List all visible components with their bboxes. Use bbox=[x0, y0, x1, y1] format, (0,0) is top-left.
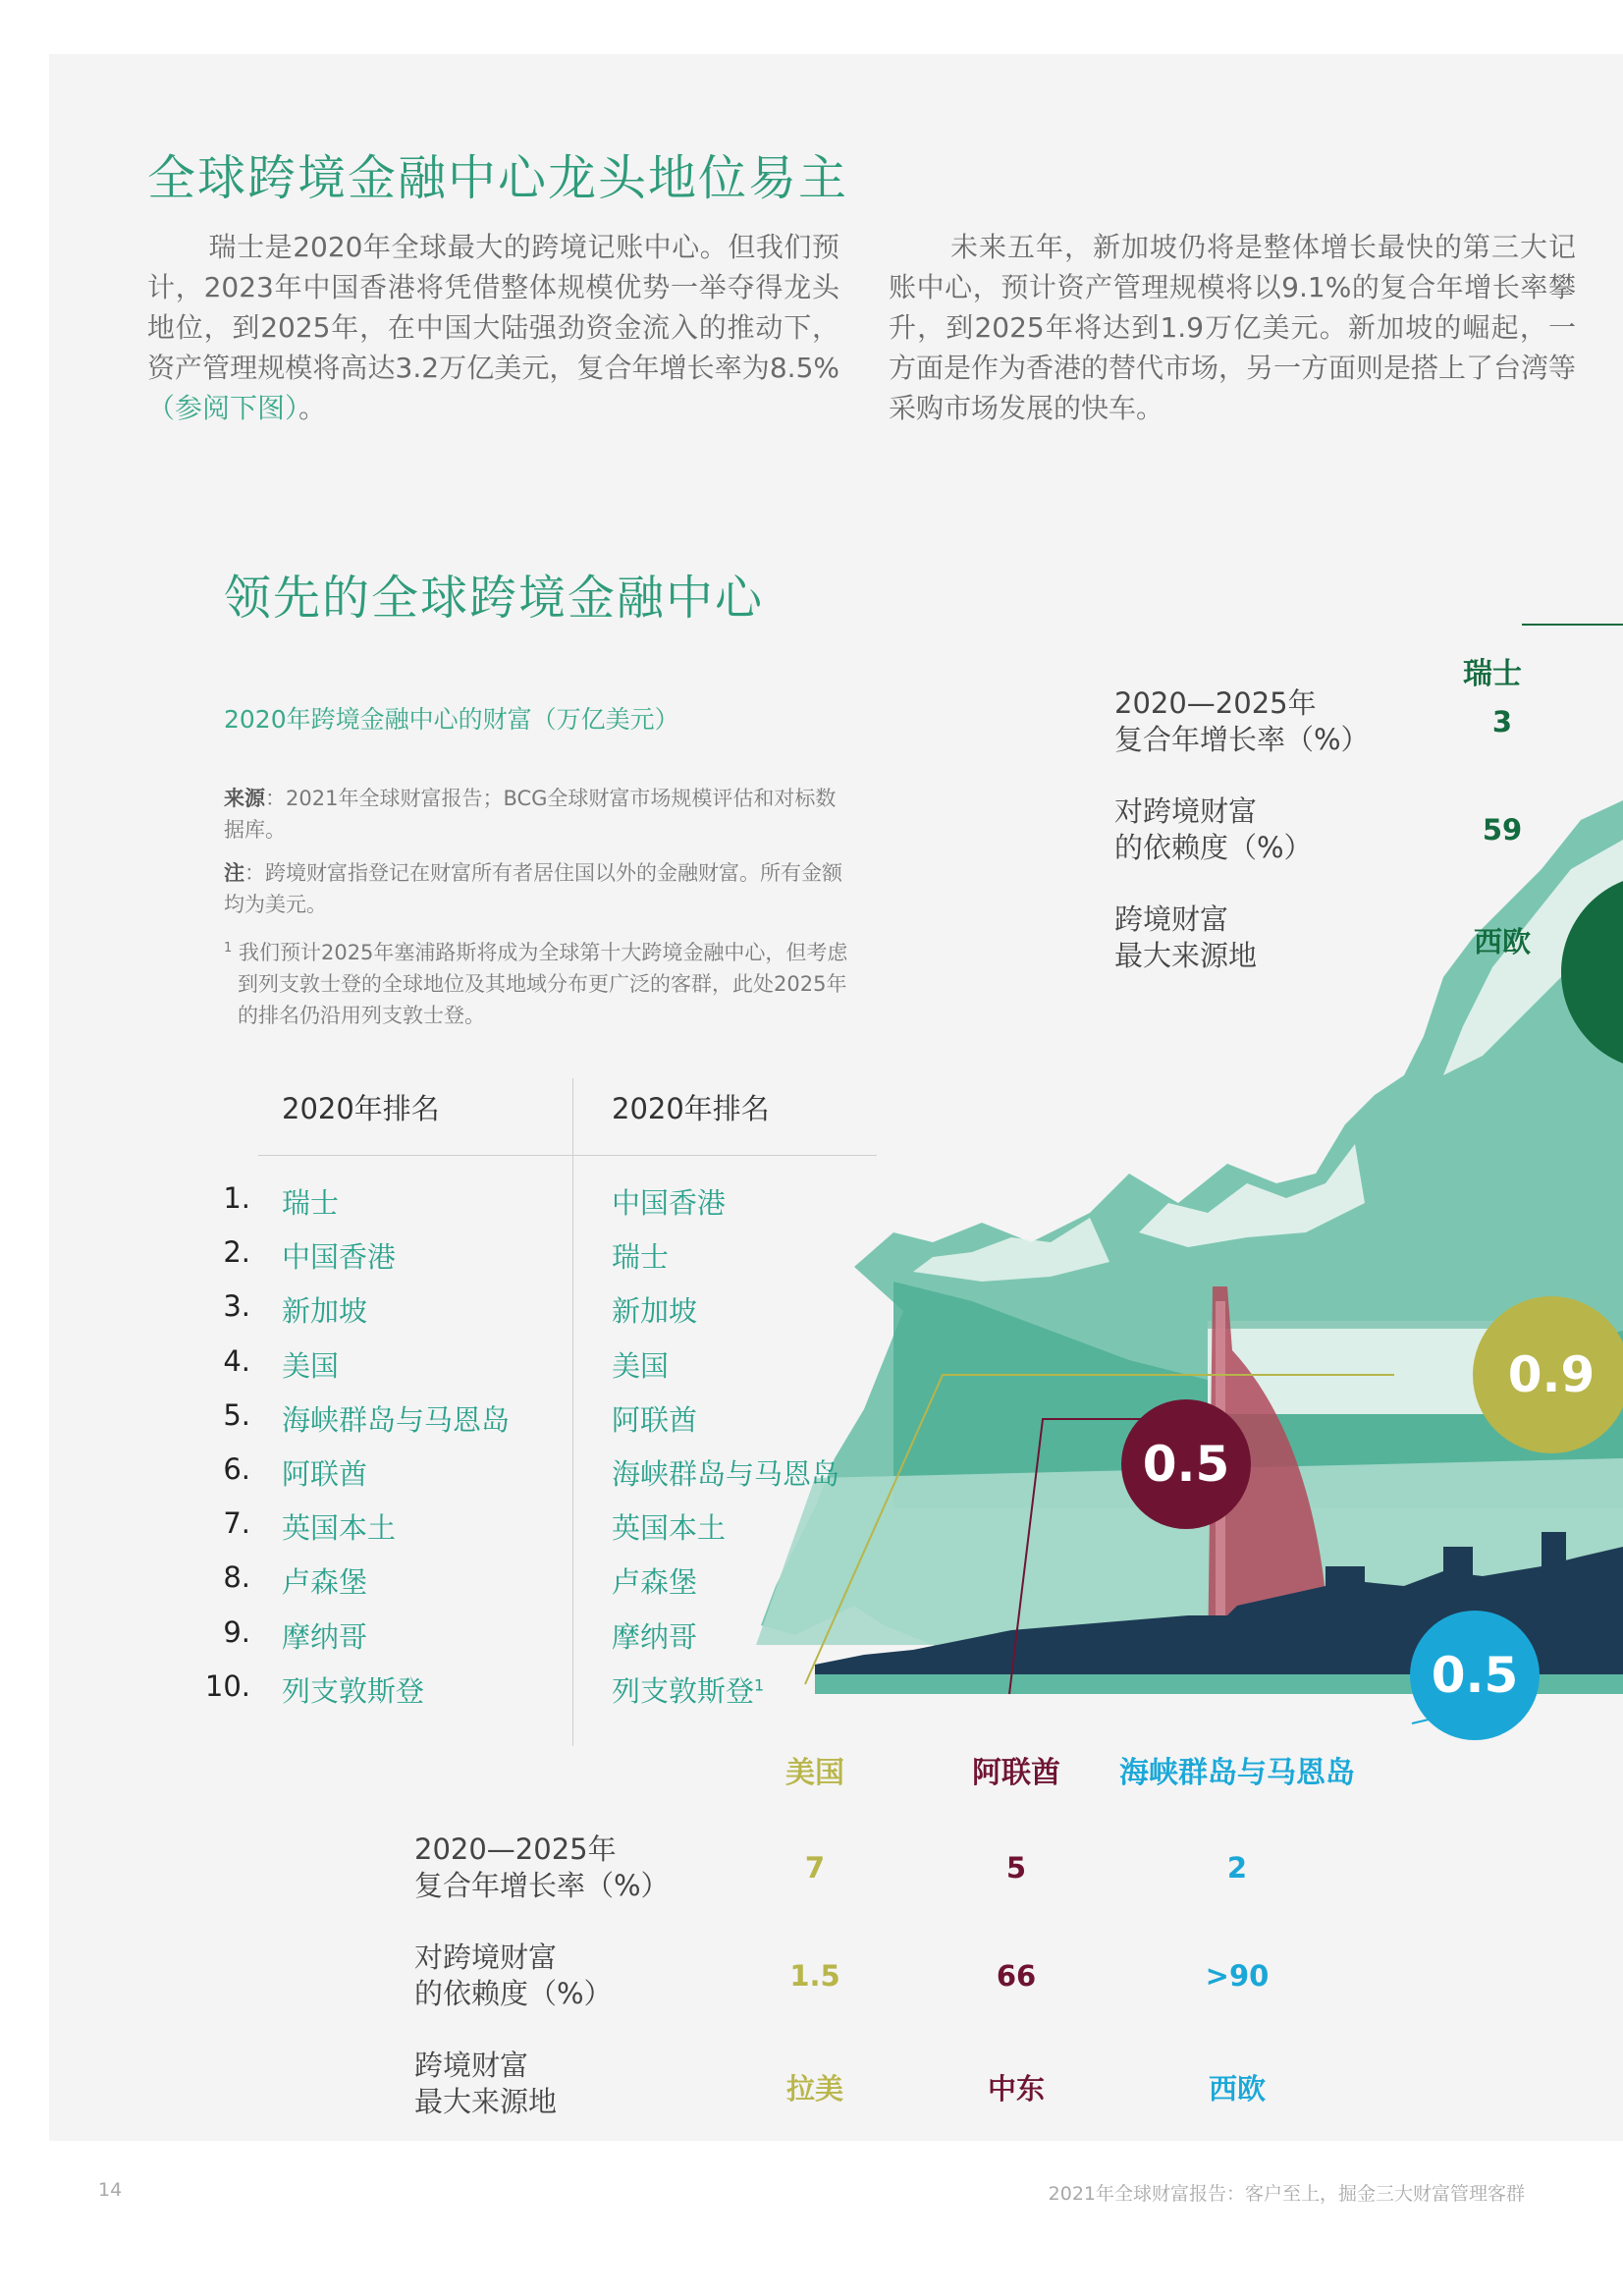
ch-cagr-label: 2020—2025年 复合年增长率（%） bbox=[1114, 686, 1370, 756]
paragraph-right-text: 未来五年，新加坡仍将是整体增长最快的第三大记账中心，预计资产管理规模将以9.1%的复合年增长率攀升，到2025年将达到1.9万亿美元。新加坡的崛起，一方面是作为香港的替代市场，另一方面则是搭上了台湾等采购市场发展的快车。 bbox=[889, 231, 1577, 424]
rank-2020-center: 阿联酋 bbox=[282, 1456, 368, 1491]
page-panel bbox=[49, 54, 1623, 2141]
rank-2025-center: 英国本土 bbox=[612, 1511, 727, 1546]
rank-number: 10. bbox=[204, 1668, 250, 1703]
rank-number: 6. bbox=[223, 1451, 250, 1486]
ch-source-value: 西欧 bbox=[1473, 925, 1531, 958]
usa-label: 美国 bbox=[785, 1756, 844, 1790]
note-text: ：跨境财富指登记在财富所有者居住国以外的金融财富。所有金额均为美元。 bbox=[224, 861, 842, 916]
usa-cagr: 7 bbox=[804, 1851, 826, 1885]
rank-2020-center: 美国 bbox=[282, 1348, 340, 1383]
cagr-label: 2020—2025年 复合年增长率（%） bbox=[414, 1832, 670, 1902]
ranking-row bbox=[196, 1615, 884, 1669]
infographic-title: 领先的全球跨境金融中心 bbox=[224, 571, 765, 626]
rank-2025-center: 卢森堡 bbox=[612, 1565, 698, 1600]
ranking-row bbox=[196, 1669, 884, 1723]
ranking-row bbox=[196, 1181, 884, 1235]
channel-islands-bubble: 0.5 bbox=[1410, 1611, 1540, 1740]
rank-header-2025: 2020年排名 bbox=[612, 1092, 770, 1125]
rank-number: 5. bbox=[223, 1397, 250, 1432]
rank-number: 4. bbox=[223, 1343, 250, 1378]
ranking-row bbox=[196, 1398, 884, 1452]
paragraph-right bbox=[889, 227, 1576, 428]
source-label: 来源 bbox=[224, 787, 265, 810]
channel-dependence: >90 bbox=[1205, 1959, 1270, 1993]
rank-header-2020: 2020年排名 bbox=[282, 1092, 440, 1125]
ranking-row bbox=[196, 1289, 884, 1343]
ranking-row bbox=[196, 1506, 884, 1560]
ch-cagr-value: 3 bbox=[1491, 705, 1513, 738]
uae-source: 中东 bbox=[987, 2072, 1045, 2105]
rank-2020-center: 瑞士 bbox=[282, 1186, 340, 1220]
rank-2025-center: 瑞士 bbox=[612, 1240, 670, 1275]
rank-2025-center: 新加坡 bbox=[612, 1294, 698, 1329]
rank-2025-center: 中国香港 bbox=[612, 1186, 727, 1220]
channel-source: 西欧 bbox=[1208, 2072, 1266, 2105]
ch-dependence-value: 59 bbox=[1482, 813, 1523, 847]
footnote-mark: 1 bbox=[224, 941, 233, 956]
rank-number: 3. bbox=[223, 1289, 250, 1324]
paragraph-left-end: 。 bbox=[298, 392, 327, 424]
ch-dependence-label: 对跨境财富 的依赖度（%） bbox=[1114, 794, 1313, 864]
footnote bbox=[224, 933, 866, 1031]
ranking-row bbox=[196, 1452, 884, 1506]
usa-bubble: 0.9 bbox=[1473, 1296, 1623, 1453]
source-text: ：2021年全球财富报告；BCG全球财富市场规模评估和对标数据库。 bbox=[224, 787, 837, 842]
ch-source-label: 跨境财富 最大来源地 bbox=[1114, 902, 1258, 972]
paragraph-left bbox=[147, 227, 839, 428]
rank-2020-center: 列支敦斯登 bbox=[282, 1673, 425, 1708]
rank-number: 2. bbox=[223, 1235, 250, 1270]
rank-2020-center: 海峡群岛与马恩岛 bbox=[282, 1402, 511, 1437]
rank-header-divider bbox=[258, 1155, 877, 1156]
rank-2020-center: 中国香港 bbox=[282, 1240, 397, 1275]
rank-number: 1. bbox=[223, 1181, 250, 1215]
rank-number: 8. bbox=[223, 1560, 250, 1595]
uae-cagr: 5 bbox=[1005, 1851, 1027, 1885]
usa-dependence: 1.5 bbox=[789, 1959, 840, 1993]
see-chart-link[interactable]: （参阅下图） bbox=[147, 392, 299, 424]
source-note bbox=[224, 783, 852, 846]
footnote-text: 我们预计2025年塞浦路斯将成为全球第十大跨境金融中心，但考虑到列支敦士登的全球地位及其地域分布更广泛的客群，此处2025年的排名仍沿用列支敦士登。 bbox=[238, 941, 848, 1027]
rank-number: 7. bbox=[223, 1506, 250, 1541]
ranking-row bbox=[196, 1344, 884, 1398]
rank-2020-center: 摩纳哥 bbox=[282, 1619, 368, 1654]
dependence-label: 对跨境财富 的依赖度（%） bbox=[414, 1941, 613, 2010]
page-number: 14 bbox=[98, 2179, 123, 2201]
paragraph-left-text: 瑞士是2020年全球最大的跨境记账中心。但我们预计，2023年中国香港将凭借整体规模优势一举夺得龙头地位，到2025年，在中国大陆强劲资金流入的推动下，资产管理规模将高达3.2万亿美元，复合年增长率为8.5% bbox=[147, 231, 839, 384]
rank-2025-center: 摩纳哥 bbox=[612, 1619, 698, 1654]
ranking-row bbox=[196, 1560, 884, 1614]
usa-source: 拉美 bbox=[785, 2072, 843, 2105]
rank-2025-center: 列支敦斯登$^1$ bbox=[612, 1673, 765, 1708]
uae-label: 阿联酋 bbox=[972, 1756, 1060, 1790]
ranking-list bbox=[196, 1181, 884, 1723]
infographic-subtitle: 2020年跨境金融中心的财富（万亿美元） bbox=[224, 705, 679, 734]
rank-2025-center: 美国 bbox=[612, 1348, 670, 1383]
channel-islands-label: 海峡群岛与马恩岛 bbox=[1119, 1756, 1355, 1790]
rank-2020-center: 英国本土 bbox=[282, 1511, 397, 1546]
channel-cagr: 2 bbox=[1226, 1851, 1248, 1885]
page-heading: 全球跨境金融中心龙头地位易主 bbox=[147, 150, 849, 206]
ranking-row bbox=[196, 1235, 884, 1289]
report-title: 2021年全球财富报告：客户至上，掘金三大财富管理客群 bbox=[1048, 2183, 1525, 2205]
note-label: 注 bbox=[224, 861, 244, 885]
rank-2020-center: 卢森堡 bbox=[282, 1565, 368, 1600]
switzerland-label: 瑞士 bbox=[1463, 657, 1522, 691]
uae-bubble: 0.5 bbox=[1121, 1399, 1251, 1529]
definition-note bbox=[224, 857, 852, 920]
rank-number: 9. bbox=[223, 1614, 250, 1649]
source-region-label: 跨境财富 最大来源地 bbox=[414, 2049, 558, 2118]
uae-dependence: 66 bbox=[996, 1959, 1037, 1993]
rank-2020-center: 新加坡 bbox=[282, 1294, 368, 1329]
rank-2025-center: 阿联酋 bbox=[612, 1402, 698, 1437]
rank-2025-center: 海峡群岛与马恩岛 bbox=[612, 1456, 840, 1491]
